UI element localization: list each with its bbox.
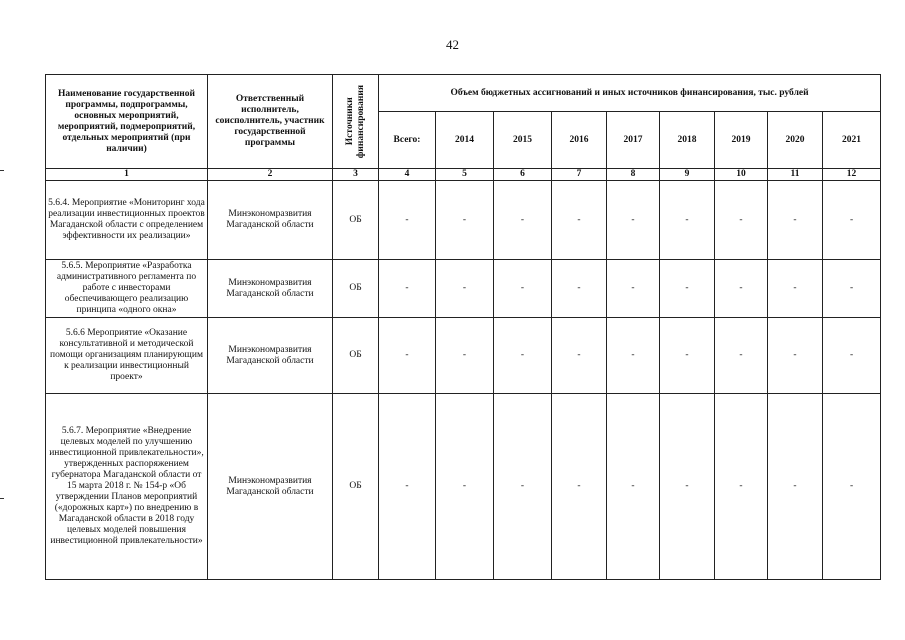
row-value: -: [607, 318, 660, 394]
header-year: 2020: [768, 112, 823, 169]
row-source: ОБ: [333, 394, 379, 580]
row-value: -: [607, 181, 660, 260]
row-responsible: Минэкономразвития Магаданской области: [208, 318, 333, 394]
row-name: 5.6.5. Мероприятие «Разработка административного регламента по работе с инвесторами обеспечивающего реализацию принципа «одного окна»: [46, 260, 208, 318]
header-year: 2016: [552, 112, 607, 169]
row-value: -: [715, 394, 768, 580]
row-value: -: [379, 318, 436, 394]
header-year: 2019: [715, 112, 768, 169]
column-number: 7: [552, 169, 607, 181]
header-year: 2018: [660, 112, 715, 169]
column-number: 8: [607, 169, 660, 181]
row-value: -: [379, 394, 436, 580]
row-value: -: [436, 181, 494, 260]
header-total: Всего:: [379, 112, 436, 169]
row-value: -: [494, 181, 552, 260]
row-value: -: [660, 394, 715, 580]
row-value: -: [379, 260, 436, 318]
row-name: 5.6.6 Мероприятие «Оказание консультативной и методической помощи организациям планирующим к реализации инвестиционный проект»: [46, 318, 208, 394]
column-number: 1: [46, 169, 208, 181]
margin-mark: [0, 170, 4, 171]
page-number: 42: [446, 37, 459, 52]
table-row: [46, 394, 881, 580]
header-year: 2021: [823, 112, 881, 169]
header-source-line2: финансирования: [355, 84, 366, 159]
row-value: -: [823, 260, 881, 318]
column-number: 10: [715, 169, 768, 181]
table-header: [46, 75, 881, 169]
table-row: [46, 318, 881, 394]
row-value: -: [768, 181, 823, 260]
row-responsible: Минэкономразвития Магаданской области: [208, 260, 333, 318]
row-value: -: [494, 260, 552, 318]
column-number: 9: [660, 169, 715, 181]
row-value: -: [768, 394, 823, 580]
row-value: -: [494, 394, 552, 580]
table-row: [46, 181, 881, 260]
row-value: -: [552, 394, 607, 580]
header-year: 2015: [494, 112, 552, 169]
column-number: 5: [436, 169, 494, 181]
row-responsible: Минэкономразвития Магаданской области: [208, 394, 333, 580]
row-value: -: [768, 318, 823, 394]
header-year: 2014: [436, 112, 494, 169]
row-value: -: [607, 394, 660, 580]
row-value: -: [379, 181, 436, 260]
header-source: [333, 75, 379, 169]
row-responsible: Минэкономразвития Магаданской области: [208, 181, 333, 260]
column-number: 12: [823, 169, 881, 181]
column-number: 4: [379, 169, 436, 181]
row-value: -: [436, 318, 494, 394]
row-source: ОБ: [333, 260, 379, 318]
column-number: 11: [768, 169, 823, 181]
row-value: -: [715, 181, 768, 260]
row-value: -: [715, 260, 768, 318]
header-budget-group: Объем бюджетных ассигнований и иных источников финансирования, тыс. рублей: [379, 75, 881, 112]
row-value: -: [660, 260, 715, 318]
row-name: 5.6.4. Мероприятие «Мониторинг хода реализации инвестиционных проектов Магаданской области с определением эффективности их реализации»: [46, 181, 208, 260]
row-value: -: [823, 318, 881, 394]
row-value: -: [660, 318, 715, 394]
header-year: 2017: [607, 112, 660, 169]
column-number-row: [46, 169, 881, 181]
row-value: -: [494, 318, 552, 394]
column-number: 6: [494, 169, 552, 181]
column-number: 3: [333, 169, 379, 181]
row-value: -: [715, 318, 768, 394]
row-value: -: [436, 260, 494, 318]
column-number: 2: [208, 169, 333, 181]
row-value: -: [660, 181, 715, 260]
row-value: -: [823, 181, 881, 260]
row-value: -: [552, 318, 607, 394]
table-row: [46, 260, 881, 318]
row-value: -: [607, 260, 660, 318]
header-source-line1: Источники: [344, 97, 355, 146]
row-value: -: [768, 260, 823, 318]
row-source: ОБ: [333, 318, 379, 394]
header-responsible: Ответственный исполнитель, соисполнитель, участник государственной программы: [208, 75, 333, 169]
row-source: ОБ: [333, 181, 379, 260]
budget-table: [45, 74, 881, 580]
row-value: -: [823, 394, 881, 580]
row-name: 5.6.7. Мероприятие «Внедрение целевых моделей по улучшению инвестиционной привлекательности», утвержденных распоряжением губернатора Магаданской области от 15 марта 2018 г. № 154-р «Об утверждении Планов мероприятий («дорожных карт») по внедрению в Магаданской области в 2018 году целевых моделей повышения инвестиционной привлекательности»: [46, 394, 208, 580]
row-value: -: [552, 260, 607, 318]
header-name: Наименование государственной программы, подпрограммы, основных мероприятий, мероприятий, подмероприятий, отдельных мероприятий (при наличии): [46, 75, 208, 169]
margin-mark: [0, 498, 4, 499]
row-value: -: [552, 181, 607, 260]
row-value: -: [436, 394, 494, 580]
